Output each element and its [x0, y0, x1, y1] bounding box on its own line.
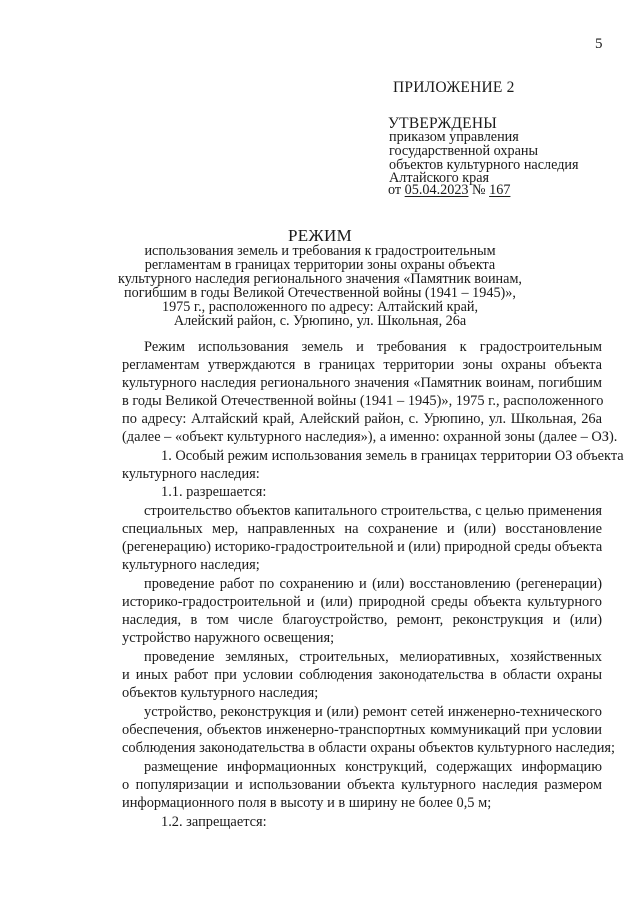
subtitle-line: регламентам в границах территории зоны охраны объекта: [144, 257, 496, 273]
paragraph-line: Режим использования земель и требования к градостроительным: [144, 339, 602, 355]
list-item-line: и иных работ при условии соблюдения законодательства в области охраны: [122, 667, 602, 683]
approved-line: объектов культурного наследия: [389, 157, 579, 173]
list-item-line: специальных мер, направленных на сохранение и (или) восстановление: [122, 521, 602, 537]
list-item-line: культурного наследия;: [122, 557, 260, 573]
order-number: 167: [489, 182, 511, 198]
subtitle-line: культурного наследия регионального значения «Памятник воинам,: [118, 271, 522, 287]
order-from-label: от: [388, 182, 402, 198]
paragraph-line: в годы Великой Отечественной войны (1941 – 1945)», 1975 г., расположенного: [122, 393, 604, 409]
list-item-line: строительство объектов капитального строительства, с целью применения: [144, 503, 602, 519]
list-item-line: (регенерацию) историко-градостроительной и (или) природной среды объекта: [122, 539, 603, 555]
list-item-line: устройство наружного освещения;: [122, 630, 335, 646]
approved-heading: УТВЕРЖДЕНЫ: [388, 115, 497, 132]
list-item-line: информационного поля в высоту и в ширину не более 0,5 м;: [122, 795, 492, 811]
page-number: 5: [595, 36, 603, 52]
appendix-label: ПРИЛОЖЕНИЕ 2: [393, 79, 515, 96]
list-item-line: размещение информационных конструкций, содержащих информацию: [144, 759, 602, 775]
list-item-line: обеспечения, объектов инженерно-транспортных коммуникаций при условии: [122, 722, 602, 738]
approved-line: Алтайского края: [389, 170, 490, 186]
paragraph-line: по адресу: Алтайский край, Алейский район, с. Урюпино, ул. Школьная, 26а: [122, 411, 602, 427]
approved-line: государственной охраны: [389, 143, 539, 159]
subtitle-line: 1975 г., расположенного по адресу: Алтайский край,: [161, 299, 479, 315]
list-item-line: историко-градостроительной и (или) природной среды объекта культурного: [122, 594, 602, 610]
list-item-line: проведение земляных, строительных, мелиоративных, хозяйственных: [144, 649, 602, 665]
subtitle-line: Алейский район, с. Урюпино, ул. Школьная, 26а: [173, 313, 467, 329]
section-heading-line: 1. Особый режим использования земель в границах территории ОЗ объекта: [161, 448, 624, 464]
paragraph-line: культурного наследия регионального значения «Памятник воинам, погибшим: [122, 375, 602, 391]
list-item-line: о популяризации и использовании объекта культурного наследия размером: [122, 777, 602, 793]
subsection-heading: 1.2. запрещается:: [161, 814, 267, 830]
order-number-label: №: [472, 182, 486, 198]
section-heading-line: культурного наследия:: [122, 466, 260, 482]
list-item-line: проведение работ по сохранению и (или) восстановлению (регенерации): [144, 576, 602, 592]
approved-line: приказом управления: [389, 129, 519, 145]
list-item-line: соблюдения законодательства в области охраны объектов культурного наследия;: [122, 740, 616, 756]
order-date: 05.04.2023: [404, 182, 469, 198]
subtitle-line: погибшим в годы Великой Отечественной войны (1941 – 1945)»,: [124, 285, 516, 301]
order-line: [388, 182, 510, 199]
subsection-heading: 1.1. разрешается:: [161, 484, 267, 500]
list-item-line: устройство, реконструкция и (или) ремонт сетей инженерно-технического: [144, 704, 602, 720]
list-item-line: наследия, в том числе благоустройство, ремонт, реконструкция и (или): [122, 612, 602, 628]
paragraph-line: (далее – «объект культурного наследия»), а именно: охранной зоны (далее – ОЗ).: [122, 429, 618, 445]
list-item-line: объектов культурного наследия;: [122, 685, 319, 701]
document-title: РЕЖИМ: [288, 226, 352, 245]
subtitle-line: использования земель и требования к градостроительным: [144, 243, 496, 259]
paragraph-line: регламентам утверждаются в границах территории зоны охраны объекта: [122, 357, 602, 373]
